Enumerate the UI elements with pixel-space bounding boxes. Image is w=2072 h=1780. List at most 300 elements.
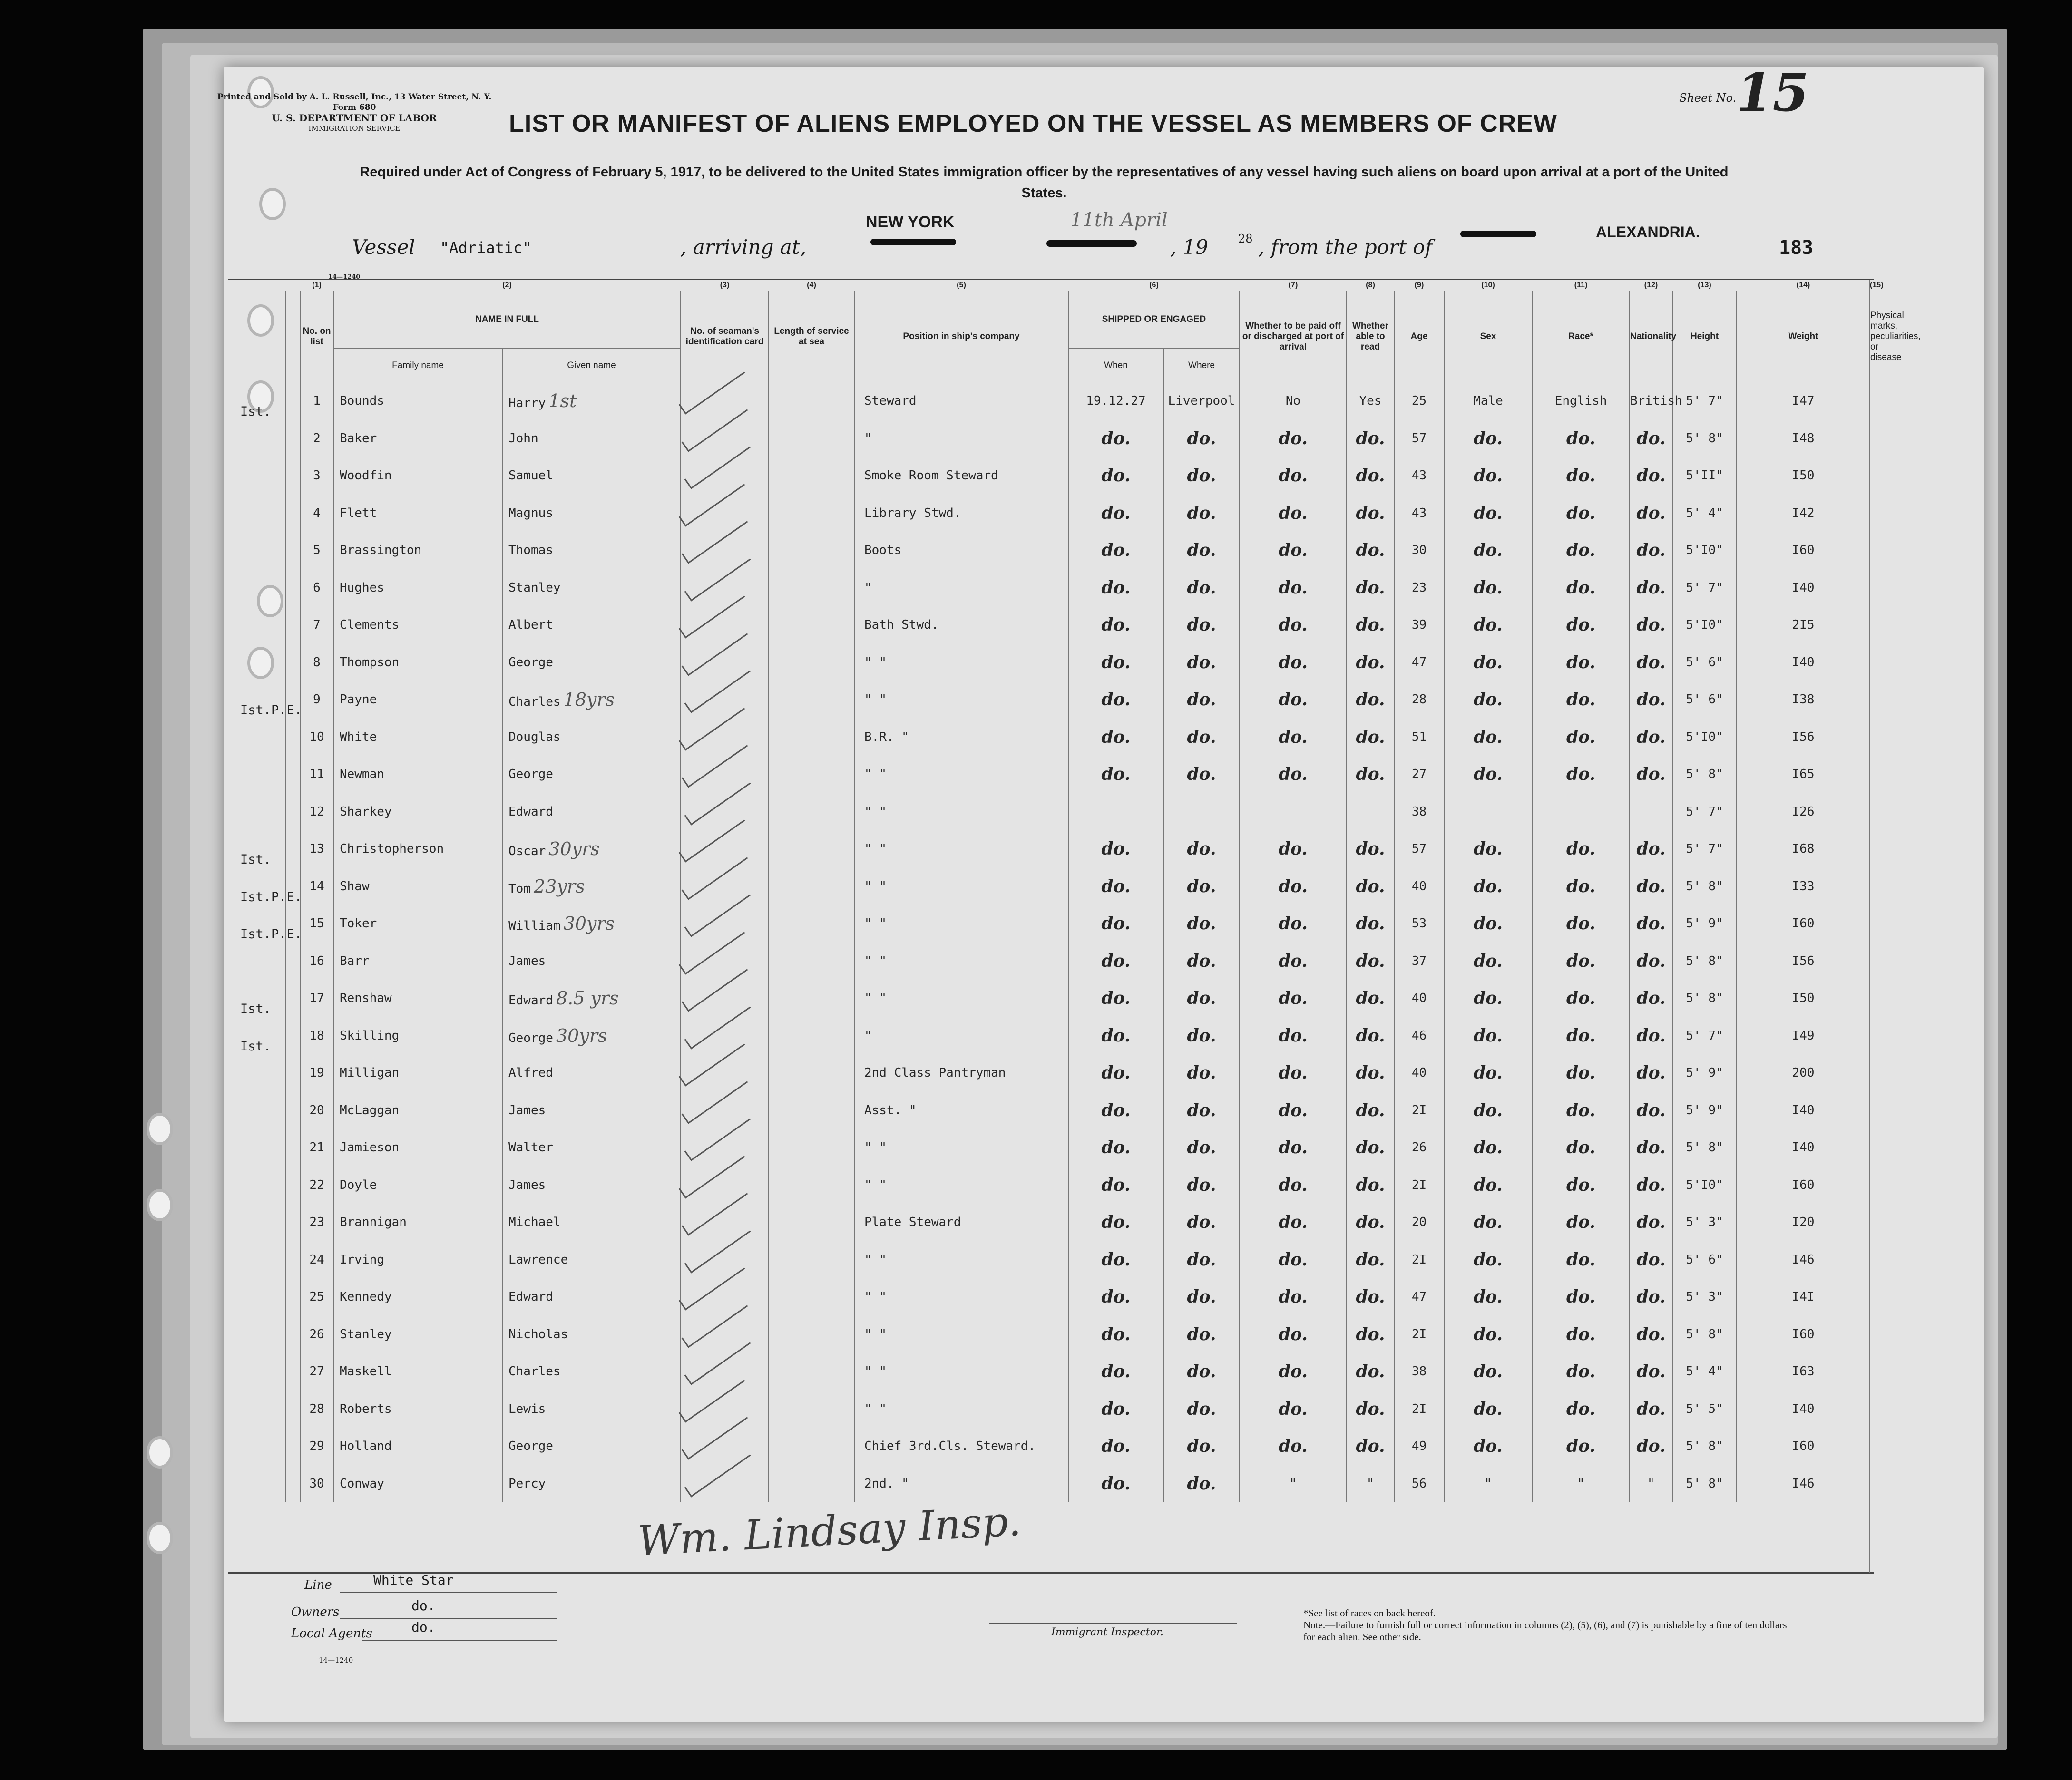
given-name-cell [502,1054,681,1092]
margin-cell [286,830,300,868]
cell-when: do. [1068,1278,1163,1316]
cell-height: 5' 8" [1672,943,1737,980]
family-name: Skilling [333,1017,502,1055]
row-number: 29 [300,1428,333,1465]
family-name: Irving [333,1241,502,1279]
cell-paid: do. [1240,1204,1347,1241]
cell-nat: do. [1630,1017,1672,1055]
cell-paid: do. [1240,1353,1347,1391]
cell-nat [1630,793,1672,831]
header-height: Height [1672,291,1737,382]
cell-when: do. [1068,1391,1163,1428]
given-name-cell [502,532,681,569]
service-length-cell [769,980,854,1017]
cell-age: 39 [1394,606,1444,644]
given-name: George [508,767,553,782]
service-length-cell [769,830,854,868]
cell-sex: do. [1444,868,1532,905]
row-mark: Ist. [240,1039,272,1054]
row-mark: Ist.P.E. [240,889,303,905]
service-length-cell [769,644,854,681]
footer-line-label: Line [304,1578,332,1592]
cell-age: 25 [1394,382,1444,420]
position: B.R. " [854,719,1068,756]
cell-where: do. [1163,980,1240,1017]
cell-race: do. [1532,1092,1630,1129]
cell-sex: do. [1444,1017,1532,1055]
cell-sex: do. [1444,606,1532,644]
cell-sex: do. [1444,943,1532,980]
table-row [286,495,1870,532]
given-name: George [508,655,553,670]
position: " " [854,868,1068,905]
redaction-bar [870,239,956,245]
service-length-cell [769,606,854,644]
row-number: 13 [300,830,333,868]
cell-sex: do. [1444,905,1532,943]
row-number: 20 [300,1092,333,1129]
cell-nat: do. [1630,1241,1672,1279]
column-number: (5) [957,281,966,289]
cell-weight: 200 [1737,1054,1870,1092]
cell-nat: do. [1630,943,1672,980]
column-number: (6) [1149,281,1159,289]
service-length-cell [769,532,854,569]
cell-nat: do. [1630,457,1672,495]
cell-read: do. [1347,1204,1394,1241]
cell-read: do. [1347,1017,1394,1055]
table-row [286,644,1870,681]
cell-read: do. [1347,1167,1394,1204]
cell-age: 26 [1394,1129,1444,1167]
service-length-cell [769,382,854,420]
cell-weight: I63 [1737,1353,1870,1391]
cell-read: do. [1347,756,1394,793]
binder-hole [259,188,286,220]
cell-when: 19.12.27 [1068,382,1163,420]
cell-weight: I56 [1737,719,1870,756]
cell-where: do. [1163,830,1240,868]
family-name: Hughes [333,569,502,607]
cell-where: do. [1163,1167,1240,1204]
cell-where: do. [1163,868,1240,905]
given-name: Albert [508,618,553,632]
table-row [286,1092,1870,1129]
cell-age: 23 [1394,569,1444,607]
service-length-cell [769,1167,854,1204]
footer-line-value: White Star [373,1572,454,1588]
cell-read: do. [1347,532,1394,569]
service-length-cell [769,681,854,719]
cell-weight: I40 [1737,1092,1870,1129]
cell-weight: I46 [1737,1241,1870,1279]
cell-height: 5' 8" [1672,420,1737,457]
cell-where: do. [1163,1054,1240,1092]
row-number: 28 [300,1391,333,1428]
cell-sex: do. [1444,1278,1532,1316]
cell-sex: do. [1444,569,1532,607]
cell-read: do. [1347,1129,1394,1167]
position: " " [854,1391,1068,1428]
cell-weight: I48 [1737,420,1870,457]
margin-cell [286,1465,300,1503]
cell-age: 51 [1394,719,1444,756]
family-name: White [333,719,502,756]
given-name: Lewis [508,1401,546,1416]
row-number: 10 [300,719,333,756]
margin-cell [286,420,300,457]
cell-read: do. [1347,868,1394,905]
given-name: Edward [508,1290,553,1304]
column-number: (2) [502,281,512,289]
position: " " [854,1353,1068,1391]
family-name: Baker [333,420,502,457]
service-length-cell [769,1278,854,1316]
cell-weight: I50 [1737,980,1870,1017]
given-name: Stanley [508,580,561,595]
cell-paid: do. [1240,420,1347,457]
position: " " [854,830,1068,868]
cell-when: do. [1068,1204,1163,1241]
given-name-cell [502,1316,681,1353]
cell-where: do. [1163,1241,1240,1279]
cell-paid [1240,793,1347,831]
row-number: 23 [300,1204,333,1241]
cell-weight: I65 [1737,756,1870,793]
cell-sex: do. [1444,420,1532,457]
cell-read: " [1347,1465,1394,1503]
page-subtitle: Required under Act of Congress of February 5, 1917, to be delivered to the United States immigration officer by the representatives of any vessel having such aliens on board upon arrival at a port of the United States. [360,165,1729,201]
given-name: George [508,1439,553,1454]
service-length-cell [769,756,854,793]
row-number: 16 [300,943,333,980]
cell-read: do. [1347,681,1394,719]
cell-race: do. [1532,1129,1630,1167]
cell-where: do. [1163,719,1240,756]
cell-paid: do. [1240,905,1347,943]
cell-read: do. [1347,495,1394,532]
header-where: Where [1163,349,1240,382]
cell-nat: do. [1630,1353,1672,1391]
service-length-cell [769,1241,854,1279]
given-name: Samuel [508,468,553,483]
table-row [286,1428,1870,1465]
family-name: Sharkey [333,793,502,831]
header-sex: Sex [1444,291,1532,382]
table-row [286,420,1870,457]
cell-height: 5' 9" [1672,905,1737,943]
row-number: 5 [300,532,333,569]
cell-where: do. [1163,1391,1240,1428]
cell-sex: do. [1444,644,1532,681]
cell-paid: do. [1240,1241,1347,1279]
position: Chief 3rd.Cls. Steward. [854,1428,1068,1465]
cell-sex: do. [1444,532,1532,569]
cell-paid: do. [1240,1167,1347,1204]
cell-where: do. [1163,681,1240,719]
cell-weight: I60 [1737,1316,1870,1353]
cell-race: do. [1532,1204,1630,1241]
position: 2nd Class Pantryman [854,1054,1068,1092]
given-name-cell [502,1241,681,1279]
service-length-cell [769,1092,854,1129]
given-name: Charles [508,1364,561,1379]
cell-age: 57 [1394,830,1444,868]
position: " " [854,793,1068,831]
cell-height: 5' 8" [1672,980,1737,1017]
row-number: 22 [300,1167,333,1204]
footer-line-rule [340,1592,557,1593]
cell-race: do. [1532,420,1630,457]
binder-hole [147,1113,173,1145]
row-number: 19 [300,1054,333,1092]
cell-where: do. [1163,495,1240,532]
given-name-cell [502,1353,681,1391]
service-length-cell [769,1391,854,1428]
given-name: Nicholas [508,1327,568,1342]
margin-cell [286,1017,300,1055]
family-name: Flett [333,495,502,532]
cell-where: do. [1163,1017,1240,1055]
cell-race: do. [1532,868,1630,905]
cell-sex: do. [1444,1316,1532,1353]
cell-when: do. [1068,1316,1163,1353]
given-name: James [508,953,546,968]
cell-when: do. [1068,830,1163,868]
family-name: Shaw [333,868,502,905]
given-name-cell [502,606,681,644]
cell-height: 5' 7" [1672,569,1737,607]
column-number: (14) [1796,281,1810,289]
cell-weight: I33 [1737,868,1870,905]
header-seaman-card: No. of seaman's identification card [681,291,769,382]
cell-height: 5' 6" [1672,644,1737,681]
cell-when: do. [1068,1129,1163,1167]
cell-read: do. [1347,1316,1394,1353]
cell-sex: do. [1444,681,1532,719]
row-number: 4 [300,495,333,532]
position: " " [854,756,1068,793]
cell-race: do. [1532,457,1630,495]
cell-where: Liverpool [1163,382,1240,420]
cell-sex: do. [1444,1391,1532,1428]
table-row [286,943,1870,980]
given-name-cell [502,1278,681,1316]
cell-nat: do. [1630,1204,1672,1241]
cell-where: do. [1163,1129,1240,1167]
cell-where: do. [1163,1092,1240,1129]
position: Asst. " [854,1092,1068,1129]
margin-cell [286,943,300,980]
cell-when: do. [1068,457,1163,495]
margin-cell [286,1278,300,1316]
cell-when: do. [1068,681,1163,719]
row-number: 7 [300,606,333,644]
cell-height: 5' 8" [1672,1316,1737,1353]
given-name-cell [502,1428,681,1465]
cell-race: do. [1532,1428,1630,1465]
margin-cell [286,569,300,607]
family-name: Payne [333,681,502,719]
cell-where: do. [1163,1204,1240,1241]
departure-port: ALEXANDRIA. [1596,224,1700,241]
handwritten-note: 23yrs [533,875,585,897]
table-row [286,1129,1870,1167]
service-length-cell [769,1353,854,1391]
row-number: 2 [300,420,333,457]
given-name-cell [502,382,681,420]
cell-where: do. [1163,569,1240,607]
cell-age: 57 [1394,420,1444,457]
cell-when: do. [1068,1017,1163,1055]
printer-block [183,92,526,134]
column-number: (1) [312,281,322,289]
table-row [286,1391,1870,1428]
cell-paid: do. [1240,569,1347,607]
cell-when: do. [1068,569,1163,607]
table-row [286,532,1870,569]
cell-height: 5' 8" [1672,868,1737,905]
cell-age: 40 [1394,868,1444,905]
given-name: George [508,1031,553,1045]
handwritten-note: 8.5 yrs [556,988,619,1009]
cell-read: do. [1347,830,1394,868]
service-length-cell [769,420,854,457]
given-name: Edward [508,993,553,1008]
cell-where: do. [1163,1428,1240,1465]
cell-sex: do. [1444,1353,1532,1391]
cell-race: do. [1532,1167,1630,1204]
cell-race: do. [1532,756,1630,793]
cell-read: do. [1347,1428,1394,1465]
cell-where: do. [1163,420,1240,457]
cell-nat: do. [1630,606,1672,644]
cell-nat: do. [1630,420,1672,457]
cell-read: do. [1347,1092,1394,1129]
cell-read: do. [1347,1241,1394,1279]
given-name-cell [502,793,681,831]
given-name: Oscar [508,844,546,859]
cell-sex: " [1444,1465,1532,1503]
table-row [286,980,1870,1017]
cell-weight: I40 [1737,1129,1870,1167]
cell-weight: I60 [1737,1428,1870,1465]
margin-cell [286,644,300,681]
cell-weight: I20 [1737,1204,1870,1241]
table-row [286,830,1870,868]
cell-read: do. [1347,1054,1394,1092]
cell-age: 27 [1394,756,1444,793]
cell-weight: I4I [1737,1278,1870,1316]
cell-race: do. [1532,1391,1630,1428]
cell-age: 28 [1394,681,1444,719]
printer-line: Printed and Sold by A. L. Russell, Inc., 13 Water Street, N. Y. [217,92,492,102]
cell-when: do. [1068,868,1163,905]
cell-read: do. [1347,943,1394,980]
cell-paid: do. [1240,1428,1347,1465]
cell-paid: do. [1240,1278,1347,1316]
footer-owners-rule [340,1618,557,1619]
cell-age: 2I [1394,1167,1444,1204]
given-name: Charles [508,695,561,710]
family-name: Roberts [333,1391,502,1428]
inspector-label: Immigrant Inspector. [1051,1626,1163,1638]
position: 2nd. " [854,1465,1068,1503]
cell-paid: do. [1240,457,1347,495]
cell-race [1532,793,1630,831]
cell-height: 5' 4" [1672,1353,1737,1391]
cell-race: do. [1532,532,1630,569]
cell-height: 5' 6" [1672,1241,1737,1279]
crew-table [285,280,1870,1502]
row-number: 9 [300,681,333,719]
family-name: Stanley [333,1316,502,1353]
cell-paid: do. [1240,830,1347,868]
table-row [286,382,1870,420]
header-name-in-full: NAME IN FULL [333,291,681,349]
cell-age: 2I [1394,1092,1444,1129]
cell-nat: " [1630,1465,1672,1503]
position: " [854,1017,1068,1055]
position: " " [854,1167,1068,1204]
cell-weight: I42 [1737,495,1870,532]
header-able-to-read: Whether able to read [1347,291,1394,382]
position: Library Stwd. [854,495,1068,532]
table-row [286,1241,1870,1279]
given-name-cell [502,644,681,681]
family-name: Christopherson [333,830,502,868]
cell-where: do. [1163,457,1240,495]
cell-when: do. [1068,1353,1163,1391]
footer-agents-value: do. [411,1619,436,1635]
position: " " [854,681,1068,719]
position: Steward [854,382,1068,420]
cell-age: 40 [1394,980,1444,1017]
cell-where: do. [1163,644,1240,681]
service-length-cell [769,1129,854,1167]
given-name: Walter [508,1140,553,1155]
cell-height: 5'I0" [1672,606,1737,644]
cell-age: 49 [1394,1428,1444,1465]
given-name-cell [502,1129,681,1167]
row-number: 17 [300,980,333,1017]
given-name: John [508,431,538,446]
cell-when: do. [1068,756,1163,793]
margin-cell [286,382,300,420]
binder-hole [147,1522,173,1554]
table-right-rule [1869,280,1870,1573]
cell-sex: do. [1444,495,1532,532]
redaction-bar [1046,240,1137,247]
cell-weight: 2I5 [1737,606,1870,644]
cell-age: 30 [1394,532,1444,569]
cell-height: 5' 5" [1672,1391,1737,1428]
cell-nat: do. [1630,830,1672,868]
cell-sex: do. [1444,1167,1532,1204]
cell-sex: do. [1444,1204,1532,1241]
cell-weight: I56 [1737,943,1870,980]
table-row [286,569,1870,607]
cell-nat: do. [1630,1092,1672,1129]
cell-nat: do. [1630,1391,1672,1428]
cell-age: 47 [1394,1278,1444,1316]
row-number: 27 [300,1353,333,1391]
given-name: Alfred [508,1066,553,1080]
cell-nat: do. [1630,868,1672,905]
cell-where: do. [1163,1278,1240,1316]
cell-race: do. [1532,719,1630,756]
margin-cell [286,495,300,532]
